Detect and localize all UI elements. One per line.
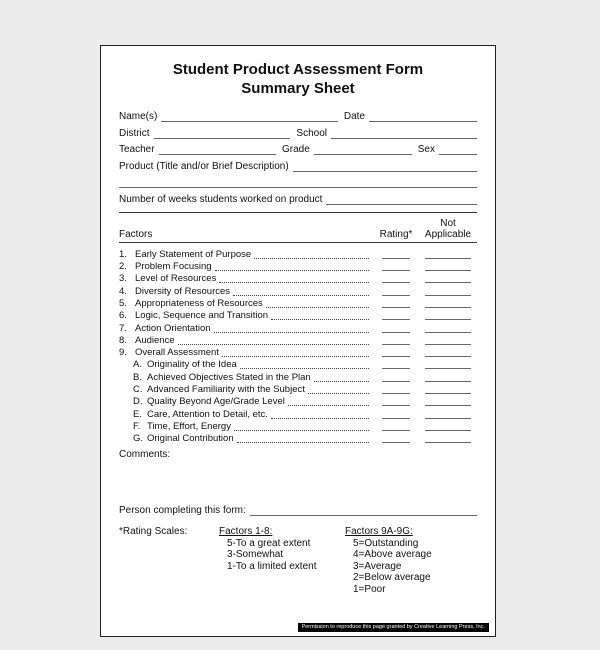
factor-label: Action Orientation	[135, 322, 211, 334]
factor-row-9c	[119, 383, 477, 395]
factor-number: E.	[133, 408, 142, 420]
form-title-line1: Student Product Assessment Form	[172, 61, 424, 78]
rating-cell	[373, 435, 419, 444]
rating-blank	[382, 300, 410, 308]
grade-blank	[314, 146, 412, 155]
scale-item: 3-Somewhat	[227, 549, 284, 561]
factor-row-7	[119, 321, 477, 333]
not-applicable-cell	[419, 386, 477, 395]
factor-row-9f	[119, 420, 477, 432]
not-applicable-cell	[419, 288, 477, 297]
not-applicable-blank	[425, 288, 471, 296]
factors-1-8-heading: Factors 1-8:	[219, 526, 273, 538]
factor-number: 5.	[119, 297, 127, 309]
not-applicable-cell	[419, 251, 477, 260]
rating-cell	[373, 361, 419, 370]
dotted-leader	[178, 337, 369, 345]
dotted-leader	[308, 386, 369, 394]
rating-cell	[373, 423, 419, 432]
factor-number: 1.	[119, 248, 127, 260]
factor-label: Quality Beyond Age/Grade Level	[147, 396, 285, 408]
rating-cell	[373, 263, 419, 272]
rating-blank	[382, 423, 410, 431]
factor-row-2	[119, 260, 477, 272]
dotted-leader	[254, 251, 369, 259]
not-applicable-blank	[425, 337, 471, 345]
factor-number: C.	[133, 384, 143, 396]
factor-number: A.	[133, 359, 142, 371]
not-applicable-blank	[425, 423, 471, 431]
factor-row-9b	[119, 370, 477, 382]
district-label: District	[119, 127, 150, 139]
rating-scales-label: *Rating Scales:	[119, 526, 188, 538]
dotted-leader	[271, 312, 369, 320]
not-applicable-blank	[425, 251, 471, 259]
scale-item: 1=Poor	[353, 583, 386, 595]
field-row-product	[119, 160, 477, 172]
person-completing-row	[119, 504, 477, 516]
dotted-leader	[219, 275, 369, 283]
not-applicable-blank	[425, 386, 471, 394]
not-applicable-blank	[425, 411, 471, 419]
factors-table	[119, 248, 477, 445]
not-applicable-cell	[419, 325, 477, 334]
weeks-blank	[326, 196, 477, 205]
dotted-leader	[234, 423, 369, 431]
school-blank	[331, 130, 477, 139]
rating-blank	[382, 398, 410, 406]
field-row-product-continuation	[119, 176, 477, 188]
divider-below-header	[119, 242, 477, 243]
not-applicable-blank	[425, 325, 471, 333]
not-applicable-cell	[419, 349, 477, 358]
teacher-blank	[159, 146, 276, 155]
form-paper	[100, 45, 496, 637]
rating-cell	[373, 337, 419, 346]
not-applicable-blank	[425, 263, 471, 271]
factor-label: Time, Effort, Energy	[147, 420, 231, 432]
form-title	[119, 60, 477, 98]
header-fields	[119, 110, 477, 205]
rating-cell	[373, 300, 419, 309]
rating-cell	[373, 288, 419, 297]
not-applicable-blank	[425, 349, 471, 357]
rating-blank	[382, 411, 410, 419]
factor-label: Originality of the Idea	[147, 359, 237, 371]
dotted-leader	[266, 300, 369, 308]
factor-number: 2.	[119, 261, 127, 273]
date-blank	[369, 113, 477, 122]
factor-number: F.	[133, 420, 141, 432]
factor-row-4	[119, 284, 477, 296]
scale-item: 3=Average	[353, 560, 402, 572]
rating-blank	[382, 337, 410, 345]
dotted-leader	[233, 288, 369, 296]
factor-number: G.	[133, 433, 144, 445]
factor-row-1	[119, 248, 477, 260]
factor-row-9d	[119, 395, 477, 407]
district-blank	[154, 130, 291, 139]
rating-cell	[373, 411, 419, 420]
field-row-names-date	[119, 110, 477, 122]
scale-item: 2=Below average	[353, 572, 431, 584]
factor-row-8	[119, 334, 477, 346]
teacher-label: Teacher	[119, 144, 155, 155]
names-label: Name(s)	[119, 111, 158, 122]
form-title-line2: Summary Sheet	[241, 80, 355, 97]
not-applicable-blank	[425, 374, 471, 382]
comments-section	[119, 449, 477, 504]
rating-cell	[373, 312, 419, 321]
factor-label: Care, Attention to Detail, etc.	[147, 408, 268, 420]
not-applicable-blank	[425, 300, 471, 308]
rating-blank	[382, 361, 410, 369]
scale-item: 5=Outstanding	[353, 537, 419, 549]
rating-cell	[373, 251, 419, 260]
sex-blank	[439, 146, 477, 155]
factor-label: Achieved Objectives Stated in the Plan	[147, 371, 311, 383]
rating-cell	[373, 374, 419, 383]
not-applicable-blank	[425, 275, 471, 283]
not-applicable-blank	[425, 398, 471, 406]
factor-number: 9.	[119, 347, 127, 359]
rating-blank	[382, 325, 410, 333]
factor-label: Overall Assessment	[135, 347, 219, 359]
school-label: School	[296, 127, 327, 139]
dotted-leader	[288, 398, 369, 406]
not-applicable-cell	[419, 398, 477, 407]
factor-row-9e	[119, 407, 477, 419]
factor-row-5	[119, 297, 477, 309]
factor-label: Problem Focusing	[135, 261, 212, 273]
factors-table-header	[119, 218, 477, 240]
scale-item: 4=Above average	[353, 549, 432, 561]
not-applicable-cell	[419, 411, 477, 420]
dotted-leader	[215, 263, 369, 271]
product-blank-line2	[119, 179, 477, 188]
rating-cell	[373, 325, 419, 334]
not-applicable-blank	[425, 312, 471, 320]
factor-label: Logic, Sequence and Transition	[135, 310, 269, 322]
factor-label: Diversity of Resources	[135, 285, 231, 297]
dotted-leader	[240, 361, 369, 369]
not-applicable-cell	[419, 423, 477, 432]
rating-scale-factors-9a-9g	[345, 526, 477, 595]
comments-label: Comments:	[119, 449, 171, 461]
not-applicable-blank	[425, 435, 471, 443]
date-label: Date	[343, 111, 365, 122]
field-row-weeks	[119, 193, 477, 205]
divider-above-factors	[119, 212, 477, 213]
factor-number: 7.	[119, 322, 127, 334]
factor-label: Original Contribution	[147, 433, 234, 445]
rating-blank	[382, 435, 410, 443]
rating-cell	[373, 275, 419, 284]
rating-scales	[119, 526, 477, 595]
rating-blank	[382, 275, 410, 283]
factor-row-9g	[119, 432, 477, 444]
grade-label: Grade	[281, 144, 310, 155]
factor-number: 4.	[119, 285, 127, 297]
not-applicable-cell	[419, 263, 477, 272]
not-applicable-cell	[419, 361, 477, 370]
factor-number: 8.	[119, 334, 127, 346]
factor-row-6	[119, 309, 477, 321]
person-completing-blank	[250, 507, 477, 516]
scale-item: 1-To a limited extent	[227, 560, 317, 572]
rating-cell	[373, 349, 419, 358]
person-completing-label: Person completing this form:	[119, 505, 246, 517]
factor-row-3	[119, 272, 477, 284]
dotted-leader	[237, 435, 369, 443]
not-applicable-column-header: Not Applicable	[424, 217, 472, 240]
product-label: Product (Title and/or Brief Description)	[119, 160, 289, 172]
not-applicable-cell	[419, 300, 477, 309]
factor-number: B.	[133, 371, 142, 383]
factor-number: 6.	[119, 310, 127, 322]
rating-blank	[382, 312, 410, 320]
factor-number: 3.	[119, 273, 127, 285]
product-blank	[293, 163, 477, 172]
not-applicable-cell	[419, 312, 477, 321]
sex-label: Sex	[417, 144, 435, 155]
rating-scale-factors-1-8	[219, 526, 345, 595]
factor-label: Level of Resources	[135, 273, 217, 285]
dotted-leader	[271, 411, 369, 419]
rating-blank	[382, 251, 410, 259]
weeks-label: Number of weeks students worked on product	[119, 193, 323, 205]
rating-column-header: Rating*	[379, 228, 413, 240]
scale-item: 5-To a great extent	[227, 537, 311, 549]
not-applicable-cell	[419, 337, 477, 346]
rating-blank	[382, 386, 410, 394]
factor-number: D.	[133, 396, 143, 408]
factors-column-header: Factors	[119, 228, 153, 240]
dotted-leader	[214, 325, 369, 333]
field-row-district-school	[119, 127, 477, 139]
names-blank	[161, 113, 338, 122]
field-row-teacher-grade-sex	[119, 143, 477, 155]
factor-label: Early Statement of Purpose	[135, 248, 252, 260]
rating-blank	[382, 374, 410, 382]
factor-label: Audience	[135, 334, 175, 346]
not-applicable-blank	[425, 361, 471, 369]
comments-writing-area	[119, 460, 477, 504]
factor-row-9a	[119, 358, 477, 370]
dotted-leader	[222, 349, 369, 357]
rating-blank	[382, 288, 410, 296]
rating-blank	[382, 263, 410, 271]
dotted-leader	[314, 374, 369, 382]
factor-label: Appropriateness of Resources	[135, 297, 263, 309]
not-applicable-cell	[419, 435, 477, 444]
factors-9a-9g-heading: Factors 9A-9G:	[345, 526, 413, 538]
factor-row-9	[119, 346, 477, 358]
not-applicable-cell	[419, 374, 477, 383]
factor-label: Advanced Familiarity with the Subject	[147, 384, 305, 396]
rating-cell	[373, 398, 419, 407]
not-applicable-cell	[419, 275, 477, 284]
rating-blank	[382, 349, 410, 357]
rating-cell	[373, 386, 419, 395]
permission-footer: Permission to reproduce this page granted by Creative Learning Press, Inc.	[298, 623, 489, 632]
